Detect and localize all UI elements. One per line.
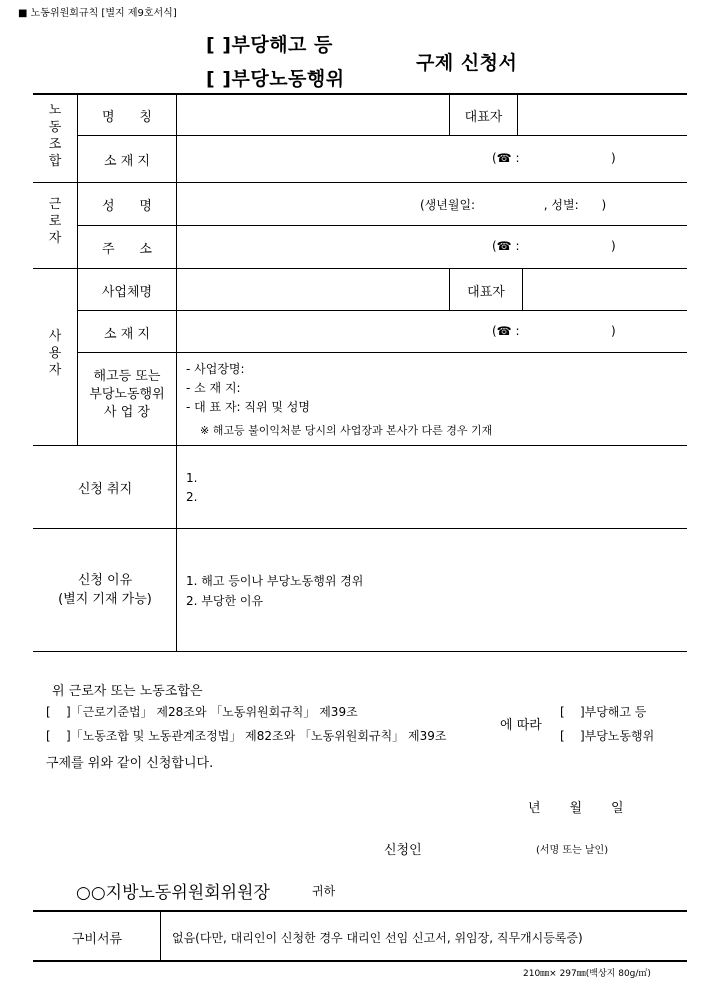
- purpose-item: 1.: [186, 471, 198, 485]
- according-to-label: 에 따라: [500, 718, 542, 733]
- employer-business-field[interactable]: [177, 269, 448, 310]
- honorific: 귀하: [312, 884, 336, 898]
- table-bottom-border: [33, 651, 687, 652]
- divider: [33, 528, 687, 529]
- reason-item: 1. 해고 등이나 부당노동행위 경위: [186, 574, 364, 588]
- worker-name-label: 성 명: [102, 199, 152, 214]
- paper-spec: 210㎜× 297㎜(백상지 80g/㎡): [523, 969, 651, 979]
- docs-bottom-border: [33, 960, 687, 962]
- workplace-name-line: - 사업장명:: [186, 362, 245, 376]
- application-date[interactable]: 년 월 일: [528, 801, 624, 816]
- applicant-label: 신청인: [384, 843, 422, 858]
- divider: [77, 352, 687, 353]
- law-option-trade-union[interactable]: [ ]「노동조합 및 노동관계조정법」 제82조와 「노동위원회규칙」 제39조: [46, 729, 447, 743]
- union-address-field[interactable]: [177, 136, 487, 182]
- employer-address-label: 소 재 지: [104, 327, 150, 342]
- worker-birth-gender[interactable]: (생년월일: , 성별: ): [420, 198, 607, 212]
- employer-address-field[interactable]: [177, 311, 487, 352]
- workplace-label: 해고등 또는 부당노동행위 사 업 장: [89, 369, 165, 420]
- required-docs-value: 없음(다만, 대리인이 신청한 경우 대리인 선임 신고서, 위임장, 직무개시등록증): [172, 931, 583, 945]
- worker-address-field[interactable]: [177, 226, 487, 268]
- form-reference: ■ 노동위원회규칙 [별지 제9호서식]: [18, 8, 177, 19]
- declaration-intro: 위 근로자 또는 노동조합은: [52, 684, 203, 699]
- reason-item: 2. 부당한 이유: [186, 594, 264, 608]
- signature-field[interactable]: (서명 또는 날인): [536, 845, 609, 856]
- union-group-label: 노 동 조 합: [48, 103, 62, 169]
- required-docs-label: 구비서류: [71, 932, 123, 947]
- applicant-name-field[interactable]: [430, 834, 530, 856]
- workplace-representative-line: - 대 표 자: 직위 및 성명: [186, 400, 310, 414]
- page-title: 구제 신청서: [416, 52, 518, 74]
- title-option-unfair-labor: [ ]부당노동행위: [206, 68, 345, 90]
- employer-phone[interactable]: (☎ : ): [492, 324, 616, 338]
- relief-option-unfair-labor[interactable]: [ ]부당노동행위: [560, 729, 655, 743]
- union-representative-field[interactable]: [518, 94, 686, 135]
- divider: [33, 445, 687, 446]
- addressee: ○○지방노동위원회위원장: [76, 883, 270, 903]
- union-address-label: 소 재 지: [104, 154, 150, 169]
- union-name-field[interactable]: [177, 94, 448, 135]
- worker-address-label: 주 소: [102, 242, 152, 257]
- union-name-label: 명 칭: [102, 110, 152, 125]
- declaration-closing: 구제를 위와 같이 신청합니다.: [46, 756, 214, 771]
- workplace-details[interactable]: [186, 360, 310, 417]
- docs-top-border: [33, 910, 687, 912]
- union-phone[interactable]: (☎ : ): [492, 151, 616, 165]
- worker-name-field[interactable]: [177, 183, 417, 225]
- worker-phone[interactable]: (☎ : ): [492, 239, 616, 253]
- union-representative-label: 대표자: [464, 110, 503, 125]
- reason-field[interactable]: [186, 571, 363, 611]
- workplace-note: ※ 해고등 불이익처분 당시의 사업장과 본사가 다른 경우 기재: [200, 424, 493, 437]
- reason-label: 신청 이유 (별지 기재 가능): [58, 573, 152, 607]
- employer-group-label: 사 용 자: [48, 329, 62, 378]
- workplace-address-line: - 소 재 지:: [186, 381, 241, 395]
- title-option-dismissal: [ ]부당해고 등: [206, 34, 333, 56]
- relief-option-dismissal[interactable]: [ ]부당해고 등: [560, 705, 647, 719]
- law-option-labor-standards[interactable]: [ ]「근로기준법」 제28조와 「노동위원회규칙」 제39조: [46, 705, 358, 719]
- purpose-item: 2.: [186, 490, 198, 504]
- employer-representative-field[interactable]: [523, 269, 686, 310]
- employer-business-label: 사업체명: [101, 285, 153, 300]
- purpose-label: 신청 취지: [77, 482, 133, 497]
- purpose-field[interactable]: [186, 469, 197, 507]
- worker-group-label: 근 로 자: [48, 197, 62, 246]
- divider: [160, 910, 161, 960]
- employer-representative-label: 대표자: [467, 285, 505, 300]
